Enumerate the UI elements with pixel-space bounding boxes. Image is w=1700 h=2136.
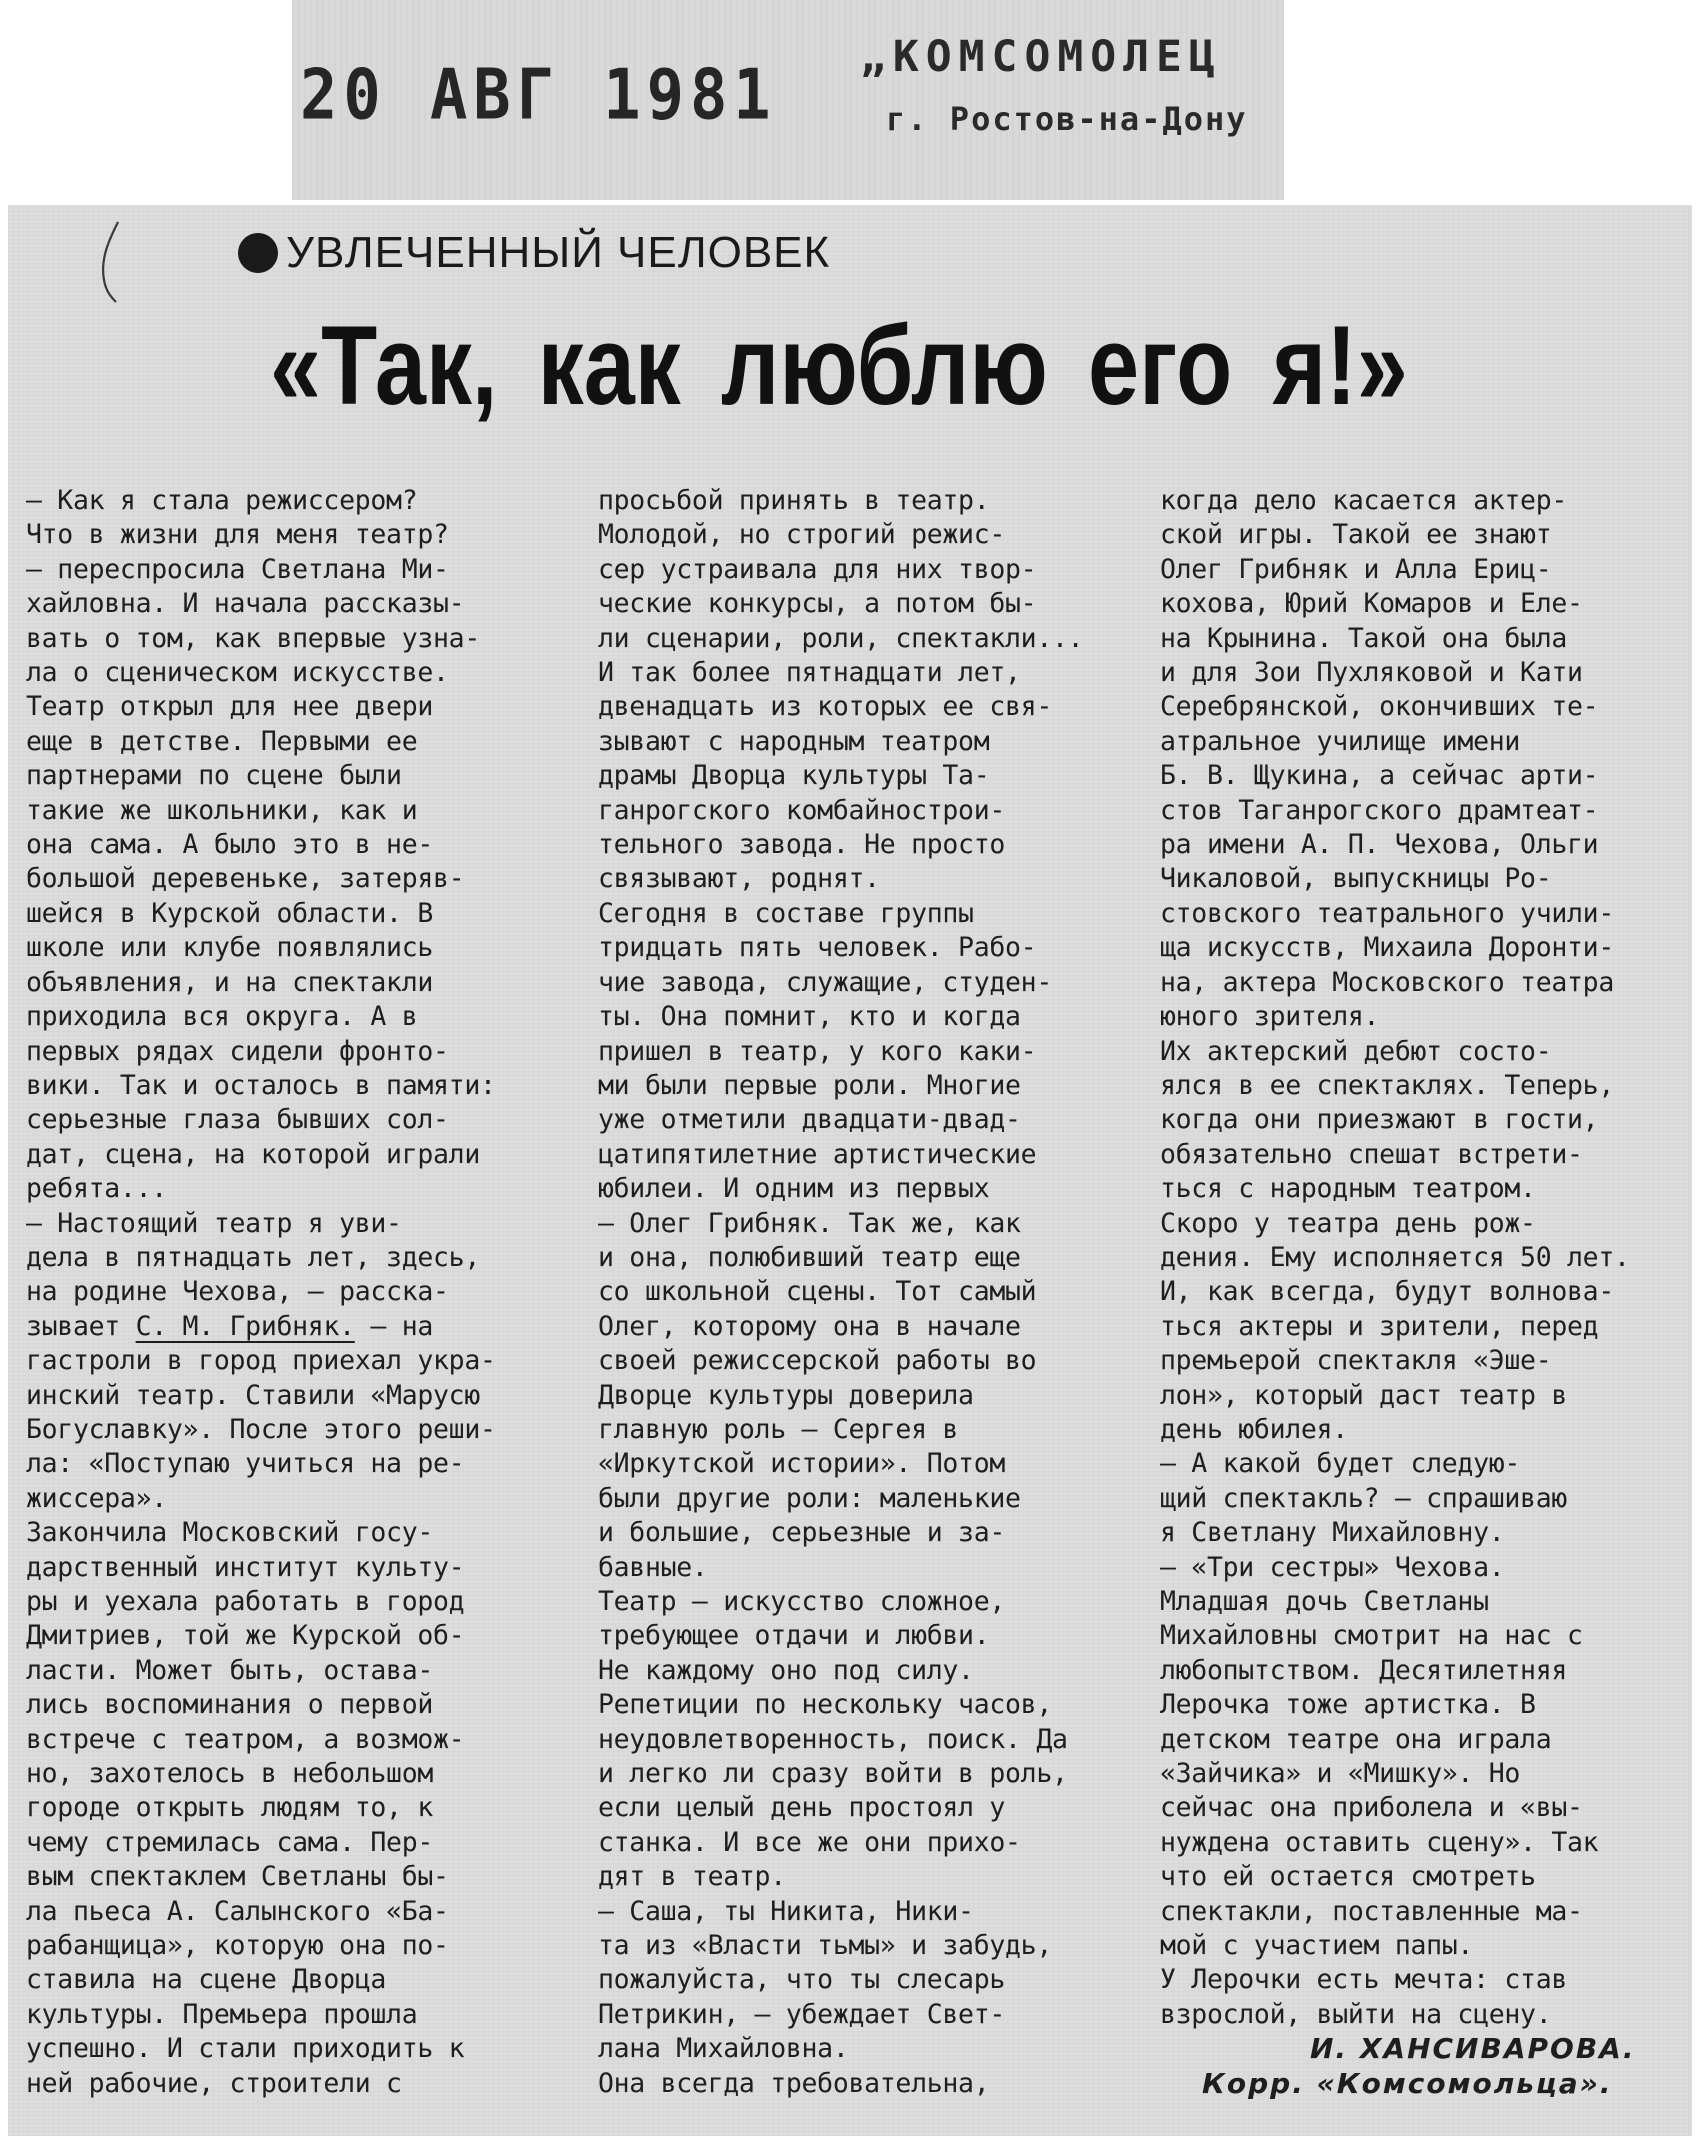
text-line: Олег Грибняк и Алла Ериц- bbox=[1160, 553, 1552, 585]
text-line: гастроли в город приехал укра- bbox=[26, 1345, 496, 1377]
newspaper-stamp: „КОМСОМОЛЕЦ bbox=[860, 32, 1222, 82]
text-line: зывает С. М. Грибняк. — на bbox=[26, 1310, 434, 1342]
text-line: и легко ли сразу войти в роль, bbox=[598, 1758, 1068, 1790]
text-line: и она, полюбивший театр еще bbox=[598, 1241, 1021, 1273]
text-line: хайловна. И начала рассказы- bbox=[26, 588, 465, 620]
text-line: Серебрянской, окончивших те- bbox=[1160, 691, 1599, 723]
text-line: ставила на сцене Дворца bbox=[26, 1964, 387, 1996]
text-line: Петрикин, — убеждает Свет- bbox=[598, 1998, 1006, 2030]
text-line: Театр открыл для нее двери bbox=[26, 691, 434, 723]
text-line: ской игры. Такой ее знают bbox=[1160, 519, 1552, 551]
text-line: Сегодня в составе группы bbox=[598, 897, 974, 929]
city-stamp: г. Ростов-на-Дону bbox=[886, 100, 1248, 138]
text-line: шейся в Курской области. В bbox=[26, 897, 434, 929]
text-line: Их актерский дебют состо- bbox=[1160, 1035, 1552, 1067]
text-line: на, актера Московского театра bbox=[1160, 966, 1614, 998]
text-line: ты. Она помнит, кто и когда bbox=[598, 1001, 1021, 1033]
text-line: Б. В. Щукина, а сейчас арти- bbox=[1160, 760, 1599, 792]
text-line: бавные. bbox=[598, 1551, 708, 1583]
text-line: что ей остается смотреть bbox=[1160, 1861, 1536, 1893]
text-line: Театр — искусство сложное, bbox=[598, 1586, 1006, 1617]
text-line: «Зайчика» и «Мишку». Но bbox=[1160, 1758, 1521, 1790]
text-line: ра имени А. П. Чехова, Ольги bbox=[1160, 829, 1599, 861]
text-line: дарственный институт культу- bbox=[26, 1551, 465, 1583]
text-line: стовского театрального учили- bbox=[1160, 897, 1614, 929]
text-line: двенадцать из которых ее свя- bbox=[598, 691, 1052, 723]
text-line: Чикаловой, выпускницы Ро- bbox=[1160, 863, 1552, 895]
text-line: — Как я стала режиссером? bbox=[26, 485, 418, 516]
text-line: Закончила Московский госу- bbox=[26, 1517, 434, 1549]
text-line: культуры. Премьера прошла bbox=[26, 1998, 418, 2030]
text-line: нуждена оставить сцену». Так bbox=[1160, 1826, 1599, 1858]
text-line: первых рядах сидели фронто- bbox=[26, 1035, 449, 1067]
text-line: спектакли, поставленные ма- bbox=[1160, 1895, 1583, 1927]
text-line: зывают с народным театром bbox=[598, 725, 990, 757]
text-line: вым спектаклем Светланы бы- bbox=[26, 1861, 449, 1893]
text-line: ща искусств, Михаила Доронти- bbox=[1160, 932, 1614, 964]
text-line: и для Зои Пухляковой и Кати bbox=[1160, 657, 1583, 689]
text-line: ла: «Поступаю учиться на ре- bbox=[26, 1448, 465, 1480]
text-line: премьерой спектакля «Эше- bbox=[1160, 1345, 1552, 1377]
text-line: — Настоящий театр я уви- bbox=[26, 1207, 402, 1239]
text-line: сейчас она приболела и «вы- bbox=[1160, 1792, 1583, 1824]
text-line: вать о том, как впервые узна- bbox=[26, 622, 480, 654]
text-line: на родине Чехова, — расска- bbox=[26, 1276, 449, 1308]
text-line: кохова, Юрий Комаров и Еле- bbox=[1160, 588, 1583, 620]
text-line: она сама. А было это в не- bbox=[26, 829, 434, 861]
text-line: школе или клубе появлялись bbox=[26, 932, 434, 964]
text-line: щий спектакль? — спрашиваю bbox=[1160, 1482, 1568, 1514]
article-column-1 bbox=[26, 484, 556, 2101]
text-line: ней рабочие, строители с bbox=[26, 2067, 402, 2099]
rubric-label: УВЛЕЧЕННЫЙ ЧЕЛОВЕК bbox=[286, 228, 831, 277]
text-line: ми были первые роли. Многие bbox=[598, 1069, 1021, 1101]
text-line: чему стремилась сама. Пер- bbox=[26, 1826, 434, 1858]
text-line: обязательно спешат встрети- bbox=[1160, 1138, 1583, 1170]
text-line: ласти. Может быть, остава- bbox=[26, 1654, 434, 1686]
text-line: Не каждому оно под силу. bbox=[598, 1654, 974, 1686]
text-line: Младшая дочь Светланы bbox=[1160, 1586, 1489, 1617]
text-line: У Лерочки есть мечта: став bbox=[1160, 1964, 1568, 1996]
text-line: тридцать пять человек. Рабо- bbox=[598, 932, 1037, 964]
text-line: цатипятилетние артистические bbox=[598, 1138, 1037, 1170]
text-line: когда дело касается актер- bbox=[1160, 485, 1568, 516]
text-line: жиссера». bbox=[26, 1482, 167, 1514]
text-line: день юбилея. bbox=[1160, 1413, 1348, 1445]
text-line: детском театре она играла bbox=[1160, 1723, 1552, 1755]
rubric bbox=[238, 228, 830, 278]
text-line: дят в театр. bbox=[598, 1861, 786, 1893]
text-line: такие же школьники, как и bbox=[26, 794, 418, 826]
text-line: дела в пятнадцать лет, здесь, bbox=[26, 1241, 480, 1273]
text-line: ла пьеса А. Салынского «Ба- bbox=[26, 1895, 449, 1927]
text-line: и большие, серьезные и за- bbox=[598, 1517, 1006, 1549]
text-line: — Саша, ты Никита, Ники- bbox=[598, 1895, 974, 1927]
text-line: чие завода, служащие, студен- bbox=[598, 966, 1052, 998]
text-line: любопытством. Десятилетняя bbox=[1160, 1654, 1568, 1686]
pencil-mark-icon bbox=[92, 218, 132, 308]
text-line: тельного завода. Не просто bbox=[598, 829, 1006, 861]
text-line: Скоро у театра день рож- bbox=[1160, 1207, 1536, 1239]
article-column-3 bbox=[1160, 484, 1685, 2101]
text-line: ться с народным театром. bbox=[1160, 1173, 1536, 1205]
text-line: ться актеры и зрители, перед bbox=[1160, 1310, 1599, 1342]
text-line: Дмитриев, той же Курской об- bbox=[26, 1620, 465, 1652]
text-line: дат, сцена, на которой играли bbox=[26, 1138, 480, 1170]
text-line: если целый день простоял у bbox=[598, 1792, 1006, 1824]
text-line: но, захотелось в небольшом bbox=[26, 1758, 434, 1790]
text-line: Что в жизни для меня театр? bbox=[26, 519, 449, 551]
text-line: на Крынина. Такой она была bbox=[1160, 622, 1568, 654]
text-line: ли сценарии, роли, спектакли... bbox=[598, 622, 1084, 654]
text-line: объявления, и на спектакли bbox=[26, 966, 434, 998]
text-line: своей режиссерской работы во bbox=[598, 1345, 1037, 1377]
text-line: — «Три сестры» Чехова. bbox=[1160, 1551, 1505, 1583]
text-line: ганрогского комбайнострои- bbox=[598, 794, 1006, 826]
author-name: И. ХАНСИВАРОВА. bbox=[1310, 2032, 1636, 2066]
text-line: я Светлану Михайловну. bbox=[1160, 1517, 1505, 1549]
text-line: лись воспоминания о первой bbox=[26, 1689, 434, 1721]
text-line: драмы Дворца культуры Та- bbox=[598, 760, 990, 792]
text-line: просьбой принять в театр. bbox=[598, 485, 990, 516]
text-line: пришел в театр, у кого каки- bbox=[598, 1035, 1037, 1067]
text-line: ребята... bbox=[26, 1173, 167, 1205]
headline: «Так, как люблю его я!» bbox=[270, 303, 1408, 428]
text-line: ла о сценическом искусстве. bbox=[26, 657, 449, 689]
text-line: лон», который даст театр в bbox=[1160, 1379, 1568, 1411]
text-line: пожалуйста, что ты слесарь bbox=[598, 1964, 1006, 1996]
text-line: — Олег Грибняк. Так же, как bbox=[598, 1207, 1021, 1239]
text-line: неудовлетворенность, поиск. Да bbox=[598, 1723, 1068, 1755]
text-line: Она всегда требовательна, bbox=[598, 2067, 990, 2099]
date-stamp: 20 АВГ 1981 bbox=[300, 53, 777, 136]
text-line: стов Таганрогского драмтеат- bbox=[1160, 794, 1599, 826]
text-line: рабанщица», которую она по- bbox=[26, 1930, 449, 1962]
article-column-2 bbox=[598, 484, 1118, 2101]
text-line: атральное училище имени bbox=[1160, 725, 1521, 757]
text-line: Репетиции по нескольку часов, bbox=[598, 1689, 1052, 1721]
text-line: ческие конкурсы, а потом бы- bbox=[598, 588, 1037, 620]
text-line: когда они приезжают в гости, bbox=[1160, 1104, 1599, 1136]
text-line: инский театр. Ставили «Марусю bbox=[26, 1379, 480, 1411]
text-line: ялся в ее спектаклях. Теперь, bbox=[1160, 1069, 1614, 1101]
text-line: требующее отдачи и любви. bbox=[598, 1620, 990, 1652]
text-line: та из «Власти тьмы» и забудь, bbox=[598, 1930, 1052, 1962]
text-line: сер устраивала для них твор- bbox=[598, 553, 1037, 585]
text-line: юбилеи. И одним из первых bbox=[598, 1173, 990, 1205]
text-line: Лерочка тоже артистка. В bbox=[1160, 1689, 1536, 1721]
text-line: еще в детстве. Первыми ее bbox=[26, 725, 418, 757]
text-line: Михайловны смотрит на нас с bbox=[1160, 1620, 1583, 1652]
text-line: со школьной сцены. Тот самый bbox=[598, 1276, 1037, 1308]
text-line: станка. И все же они прихо- bbox=[598, 1826, 1021, 1858]
text-line: — А какой будет следую- bbox=[1160, 1448, 1521, 1480]
text-line: Олег, которому она в начале bbox=[598, 1310, 1021, 1342]
text-line: Молодой, но строгий режис- bbox=[598, 519, 1006, 551]
text-line: связывают, роднят. bbox=[598, 863, 880, 895]
text-line: городе открыть людям то, к bbox=[26, 1792, 434, 1824]
text-line: «Иркутской истории». Потом bbox=[598, 1448, 1006, 1480]
underlined-name: С. М. Грибняк. bbox=[135, 1310, 355, 1342]
text-line: были другие роли: маленькие bbox=[598, 1482, 1021, 1514]
text-line: ры и уехала работать в город bbox=[26, 1586, 465, 1617]
text-line: И так более пятнадцати лет, bbox=[598, 657, 1021, 689]
text-line: большой деревеньке, затеряв- bbox=[26, 863, 465, 895]
text-line: уже отметили двадцати-двад- bbox=[598, 1104, 1021, 1136]
text-line: лана Михайловна. bbox=[598, 2033, 849, 2065]
text-line: партнерами по сцене были bbox=[26, 760, 402, 792]
text-line: Дворце культуры доверила bbox=[598, 1379, 974, 1411]
text-line: дения. Ему исполняется 50 лет. bbox=[1160, 1241, 1630, 1273]
text-line: мой с участием папы. bbox=[1160, 1930, 1474, 1962]
text-line: вики. Так и осталось в памяти: bbox=[26, 1069, 496, 1101]
text-line: успешно. И стали приходить к bbox=[26, 2033, 465, 2065]
author-role: Корр. «Комсомольца». bbox=[1202, 2066, 1613, 2100]
text-line: — переспросила Светлана Ми- bbox=[26, 553, 449, 585]
text-line: взрослой, выйти на сцену. bbox=[1160, 1998, 1552, 2030]
text-line: Богуславку». После этого реши- bbox=[26, 1413, 496, 1445]
text-line: И, как всегда, будут волнова- bbox=[1160, 1276, 1614, 1308]
text-line: юного зрителя. bbox=[1160, 1001, 1380, 1033]
text-line: серьезные глаза бывших сол- bbox=[26, 1104, 449, 1136]
bullet-icon bbox=[238, 233, 278, 273]
text-line: встрече с театром, а возмож- bbox=[26, 1723, 465, 1755]
text-line: главную роль — Сергея в bbox=[598, 1413, 959, 1445]
text-line: приходила вся округа. А в bbox=[26, 1001, 418, 1033]
